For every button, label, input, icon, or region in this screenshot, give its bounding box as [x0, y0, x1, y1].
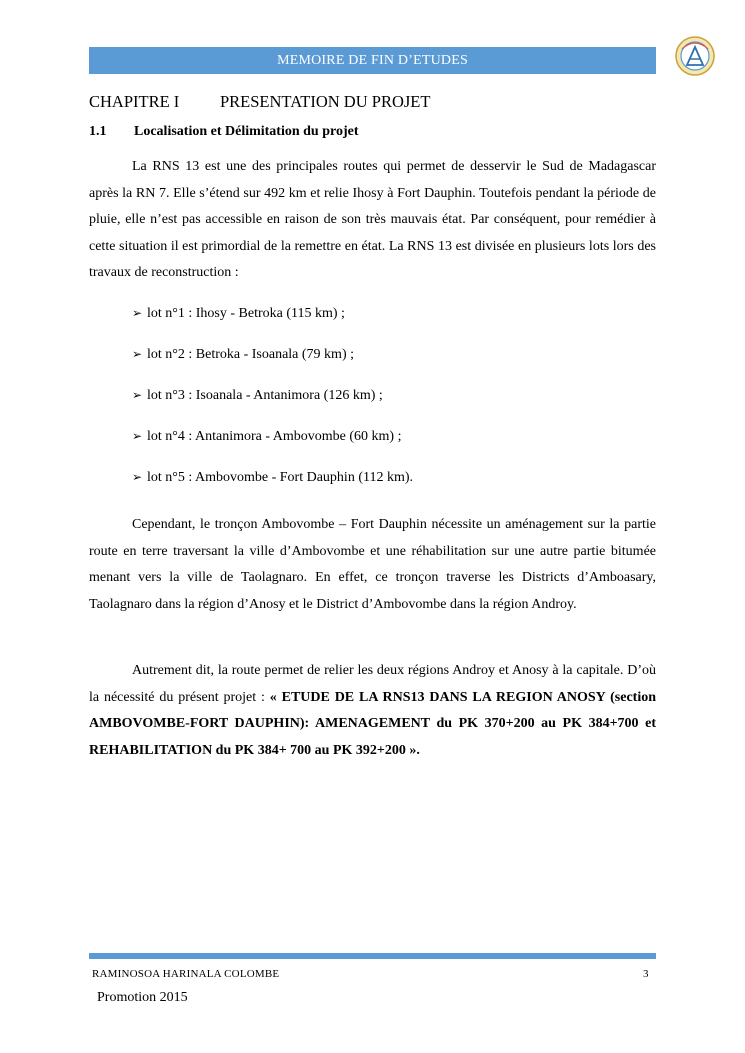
list-item: ➢ lot n°5 : Ambovombe - Fort Dauphin (112 km).: [132, 465, 413, 506]
chapter-heading: [89, 92, 430, 112]
footer-divider: [89, 953, 656, 959]
arrow-bullet-icon: ➢: [132, 347, 143, 361]
page-header-title: MEMOIRE DE FIN D’ETUDES: [89, 47, 656, 74]
lots-list: [132, 301, 413, 506]
project-title: « ETUDE DE LA RNS13 DANS LA REGION ANOSY (section AMBOVOMBE-FORT DAUPHIN): AMENAGEMENT du PK 370+200 au PK 384+700 et REHABILITATION du PK 384+ 700 au PK 392+200 ».: [89, 689, 656, 758]
arrow-bullet-icon: ➢: [132, 429, 143, 443]
arrow-bullet-icon: ➢: [132, 388, 143, 402]
third-paragraph: [89, 658, 656, 764]
third-text: Autrement dit, la route permet de relier les deux régions Androy et Anosy à la capitale. D’où la nécessité du présent projet :: [89, 663, 656, 705]
section-heading: [89, 124, 359, 140]
list-item: ➢ lot n°4 : Antanimora - Ambovombe (60 km) ;: [132, 424, 413, 465]
arrow-bullet-icon: ➢: [132, 306, 143, 320]
list-item: ➢ lot n°2 : Betroka - Isoanala (79 km) ;: [132, 342, 413, 383]
page-number: 3: [643, 968, 649, 980]
second-paragraph: [89, 512, 656, 618]
intro-paragraph: [89, 154, 656, 287]
list-item: ➢ lot n°3 : Isoanala - Antanimora (126 km) ;: [132, 383, 413, 424]
university-logo-icon: [674, 35, 716, 77]
section-title: Localisation et Délimitation du projet: [134, 124, 359, 139]
second-text: Cependant, le tronçon Ambovombe – Fort Dauphin nécessite un aménagement sur la partie route en terre traversant la ville d’Ambovombe et une réhabilitation sur une autre partie bitumée menant vers la ville de Taolagnaro. En effet, ce tronçon traverse les Districts d’Amboasary, Taolagnaro dans la région d’Anosy et le District d’Ambovombe dans la région Androy.: [89, 517, 656, 612]
arrow-bullet-icon: ➢: [132, 470, 143, 484]
chapter-number: CHAPITRE I: [89, 92, 180, 111]
intro-text: La RNS 13 est une des principales routes qui permet de desservir le Sud de Madagascar après la RN 7. Elle s’étend sur 492 km et relie Ihosy à Fort Dauphin. Toutefois pendant la période de pluie, elle n’est pas accessible en raison de son très mauvais état. Par conséquent, pour remédier à cette situation il est primordial de la remettre en état. La RNS 13 est divisée en plusieurs lots lors des travaux de reconstruction :: [89, 159, 656, 280]
section-number: 1.1: [89, 124, 107, 139]
footer-promotion: Promotion 2015: [97, 990, 188, 1005]
footer-author: RAMINOSOA HARINALA COLOMBE: [92, 968, 280, 980]
chapter-title: PRESENTATION DU PROJET: [220, 92, 431, 111]
list-item: ➢ lot n°1 : Ihosy - Betroka (115 km) ;: [132, 301, 413, 342]
